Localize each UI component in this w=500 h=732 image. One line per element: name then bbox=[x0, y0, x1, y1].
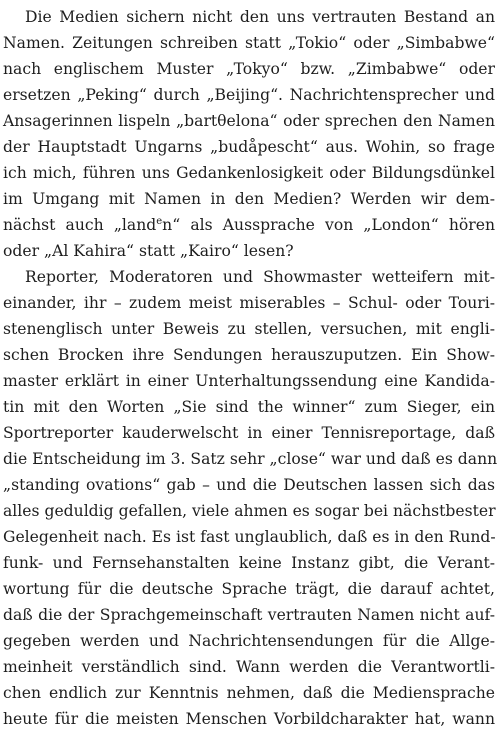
paragraph-1 bbox=[3, 4, 495, 264]
text-line: der Hauptstadt Ungarns „budåpescht“ aus. Wohin, so frage bbox=[3, 138, 495, 156]
text-run: nächst auch „land bbox=[3, 216, 157, 234]
text-line: Sportreporter kauderwelscht in einer Tennisreportage, daß bbox=[3, 424, 495, 442]
text-line: einander, ihr – zudem meist miserables – Schul- oder Touri- bbox=[3, 294, 495, 312]
text-line: gegeben werden und Nachrichtensendungen für die Allge- bbox=[3, 632, 495, 650]
text-line: ich mich, führen uns Gedankenlosigkeit oder Bildungsdünkel bbox=[3, 164, 495, 182]
text-line: Namen. Zeitungen schreiben statt „Tokio“ oder „Simbabwe“ bbox=[3, 34, 495, 52]
text-line: stenenglisch unter Beweis zu stellen, versuchen, mit engli- bbox=[3, 320, 495, 338]
text-line: chen endlich zur Kenntnis nehmen, daß die Mediensprache bbox=[3, 684, 495, 702]
superscript-schwa: e bbox=[156, 216, 163, 227]
text-line: oder „Al Kahira“ statt „Kairo“ lesen? bbox=[3, 242, 294, 260]
text-line: heute für die meisten Menschen Vorbildcharakter hat, wann bbox=[3, 710, 495, 728]
text-line: Die Medien sichern nicht den uns vertrauten Bestand an bbox=[25, 8, 495, 26]
text-line: daß die der Sprachgemeinschaft vertrauten Namen nicht auf- bbox=[3, 606, 495, 624]
document-page bbox=[3, 4, 498, 732]
text-line: ersetzen „Peking“ durch „Beijing“. Nachrichtensprecher und bbox=[3, 86, 495, 104]
text-line: meinheit verständlich sind. Wann werden die Verantwortli- bbox=[3, 658, 495, 676]
text-line: funk- und Fernsehanstalten keine Instanz gibt, die Verant- bbox=[3, 554, 495, 572]
text-line: schen Brocken ihre Sendungen herauszuputzen. Ein Show- bbox=[3, 346, 495, 364]
text-line: alles geduldig gefallen, viele ahmen es sogar bei nächstbester bbox=[3, 502, 496, 520]
paragraph-2 bbox=[3, 264, 498, 732]
text-line: nach englischem Muster „Tokyo“ bzw. „Zimbabwe“ oder bbox=[3, 60, 495, 78]
text-line: Reporter, Moderatoren und Showmaster wetteifern mit- bbox=[25, 268, 495, 286]
text-line bbox=[3, 212, 495, 238]
text-line: die Entscheidung im 3. Satz sehr „close“ war und daß es dann bbox=[3, 450, 498, 468]
text-run: n“ als Aussprache von „London“ hören bbox=[162, 216, 495, 234]
text-line: im Umgang mit Namen in den Medien? Werden wir dem- bbox=[3, 190, 495, 208]
text-line: wortung für die deutsche Sprache trägt, die darauf achtet, bbox=[3, 580, 495, 598]
text-line: Gelegenheit nach. Es ist fast unglaublich, daß es in den Rund- bbox=[3, 528, 496, 546]
text-line: „standing ovations“ gab – und die Deutschen lassen sich das bbox=[3, 476, 495, 494]
text-line: Ansagerinnen lispeln „bartθelona“ oder sprechen den Namen bbox=[3, 112, 495, 130]
text-line: tin mit den Worten „Sie sind the winner“ zum Sieger, ein bbox=[3, 398, 495, 416]
text-line: master erklärt in einer Unterhaltungssendung eine Kandida- bbox=[3, 372, 495, 390]
